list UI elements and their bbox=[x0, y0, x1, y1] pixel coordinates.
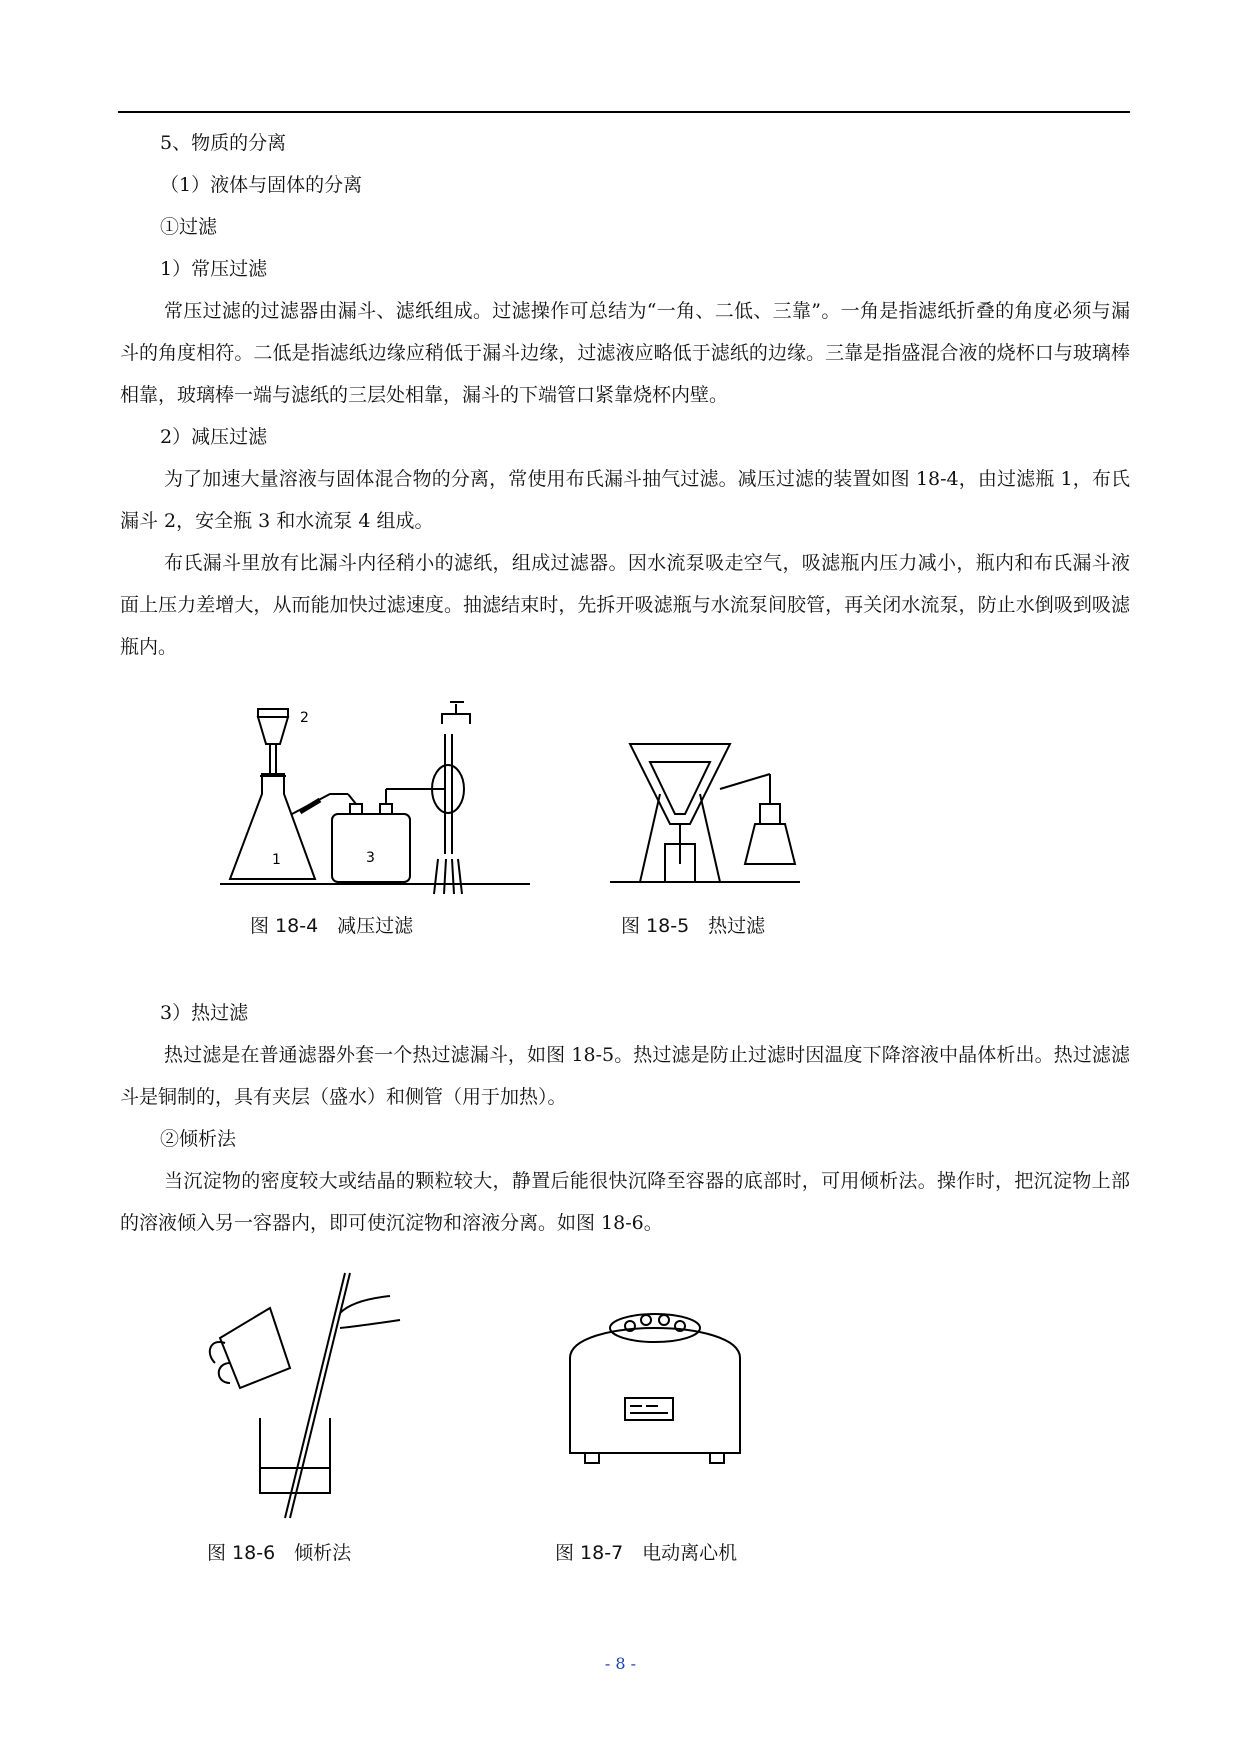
label-flask-1: 1 bbox=[272, 852, 281, 868]
item-heading-normal-filtration: 1）常压过滤 bbox=[160, 258, 268, 280]
figure-row-filtration bbox=[0, 694, 1241, 954]
paragraph-hot-filtration: 热过滤是在普通滤器外套一个热过滤漏斗，如图 18-5。热过滤是防止过滤时因温度下降溶液中晶体析出。热过滤滤斗是铜制的，具有夹层（盛水）和侧管（用于加热）。 bbox=[120, 1044, 1130, 1108]
label-funnel-2: 2 bbox=[300, 710, 309, 726]
vacuum-filtration-diagram bbox=[220, 694, 550, 919]
paragraph-vacuum-filtration-1: 为了加速大量溶液与固体混合物的分离，常使用布氏漏斗抽气过滤。减压过滤的装置如图 18-4，由过滤瓶 1，布氏漏斗 2，安全瓶 3 和水流泵 4 组成。 bbox=[120, 468, 1130, 532]
item-heading-vacuum-filtration: 2）减压过滤 bbox=[160, 426, 268, 448]
decantation-diagram bbox=[200, 1268, 420, 1528]
label-bottle-3: 3 bbox=[366, 850, 375, 866]
caption-figure-18-6: 图 18-6 倾析法 bbox=[207, 1542, 352, 1564]
paragraph-vacuum-filtration-2: 布氏漏斗里放有比漏斗内径稍小的滤纸，组成过滤器。因水流泵吸走空气，吸滤瓶内压力减小，瓶内和布氏漏斗液面上压力差增大，从而能加快过滤速度。抽滤结束时，先拆开吸滤瓶与水流泵间胶管，再关闭水流泵，防止水倒吸到吸滤瓶内。 bbox=[120, 552, 1130, 658]
caption-figure-18-7: 图 18-7 电动离心机 bbox=[555, 1542, 738, 1564]
hot-filtration-diagram bbox=[610, 734, 810, 904]
caption-figure-18-4: 图 18-4 减压过滤 bbox=[250, 915, 414, 937]
section-heading: 5、物质的分离 bbox=[160, 132, 287, 154]
subsubsection-heading: ①过滤 bbox=[160, 216, 218, 238]
figure-row-decantation-centrifuge bbox=[0, 1268, 1241, 1568]
subsection-heading: （1）液体与固体的分离 bbox=[160, 174, 363, 196]
caption-figure-18-5: 图 18-5 热过滤 bbox=[621, 915, 766, 937]
item-heading-hot-filtration: 3）热过滤 bbox=[160, 1002, 249, 1024]
header-rule bbox=[118, 111, 1130, 113]
paragraph-normal-filtration: 常压过滤的过滤器由漏斗、滤纸组成。过滤操作可总结为“一角、二低、三靠”。一角是指滤纸折叠的角度必须与漏斗的角度相符。二低是指滤纸边缘应稍低于漏斗边缘，过滤液应略低于滤纸的边缘。三靠是指盛混合液的烧杯口与玻璃棒相靠，玻璃棒一端与滤纸的三层处相靠，漏斗的下端管口紧靠烧杯内壁。 bbox=[120, 300, 1130, 406]
page-text bbox=[120, 122, 1130, 1244]
subsubsection-heading-decantation: ②倾析法 bbox=[160, 1128, 237, 1150]
page-number: - 8 - bbox=[604, 1654, 637, 1673]
paragraph-decantation: 当沉淀物的密度较大或结晶的颗粒较大，静置后能很快沉降至容器的底部时，可用倾析法。操作时，把沉淀物上部的溶液倾入另一容器内，即可使沉淀物和溶液分离。如图 18-6。 bbox=[120, 1170, 1130, 1234]
centrifuge-diagram bbox=[560, 1298, 750, 1468]
